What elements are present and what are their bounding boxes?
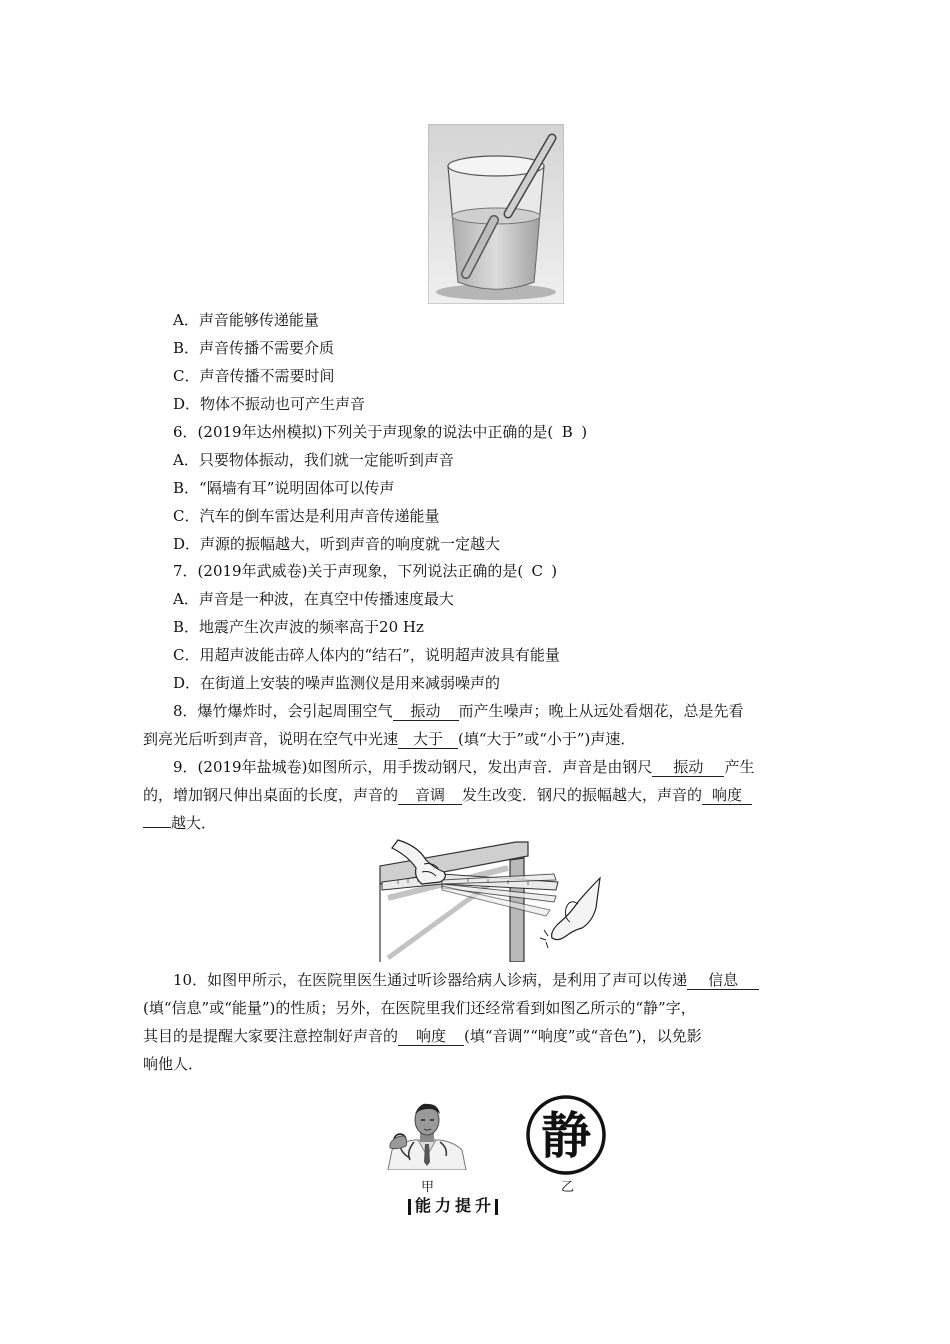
q6-option-a: A．只要物体振动，我们就一定能听到声音 xyxy=(173,451,454,469)
q9-text-2b: 发生改变．钢尺的振幅越大，声音的 xyxy=(462,786,703,804)
q9-blank-2: 音调 xyxy=(398,786,462,805)
q9-blank-3-tail xyxy=(143,827,171,828)
heading-bar-right xyxy=(495,1199,498,1215)
q8-text-1b: 而产生噪声；晚上从远处看烟花，总是先看 xyxy=(458,702,744,720)
q6-option-b: B．“隔墙有耳”说明固体可以传声 xyxy=(173,479,395,497)
caption-yi: 乙 xyxy=(561,1180,575,1195)
q8-text-2a: 到亮光后听到声音，说明在空气中光速 xyxy=(143,730,399,748)
q10-blank-2: 响度 xyxy=(398,1027,464,1046)
q6-close: ) xyxy=(581,423,588,441)
q5-option-a: A．声音能够传递能量 xyxy=(173,311,319,329)
q7-option-b: B．地震产生次声波的频率高于20 Hz xyxy=(173,618,424,636)
q7-option-a: A．声音是一种波，在真空中传播速度最大 xyxy=(173,590,454,608)
q9-blank-3: 响度 xyxy=(702,786,752,805)
q7-stem: 7．(2019年武威卷)关于声现象，下列说法正确的是( xyxy=(173,562,524,580)
q10-text-3b: (填“音调”“响度”或“音色”)，以免影 xyxy=(464,1027,702,1045)
q9-blank-1: 振动 xyxy=(652,758,724,777)
section-heading xyxy=(408,1196,498,1216)
q7-option-c: C．用超声波能击碎人体内的“结石”，说明超声波具有能量 xyxy=(173,646,560,664)
q8-line-1 xyxy=(173,701,744,721)
q9-line-2 xyxy=(143,785,752,805)
section-heading-text: 能力提升 xyxy=(415,1196,496,1215)
q6-option-d: D．声源的振幅越大，听到声音的响度就一定越大 xyxy=(173,535,501,553)
ruler-table-figure xyxy=(378,838,606,962)
q9-text-3b: 越大． xyxy=(171,814,217,832)
q5-option-c: C．声音传播不需要时间 xyxy=(173,367,335,385)
q10-line-3 xyxy=(143,1026,702,1046)
q10-line-4: 响他人． xyxy=(143,1055,204,1073)
caption-jia: 甲 xyxy=(421,1180,435,1195)
q6-stem: 6．(2019年达州模拟)下列关于声现象的说法中正确的是( xyxy=(173,423,554,441)
q9-text-1b: 产生 xyxy=(724,758,755,776)
q8-text-1a: 8．爆竹爆炸时，会引起周围空气 xyxy=(173,702,393,720)
q9-line-3 xyxy=(143,813,216,833)
q9-line-1 xyxy=(173,757,754,777)
quiet-sign-figure xyxy=(524,1093,608,1177)
q6-stem-line xyxy=(173,422,587,442)
q5-option-d: D．物体不振动也可产生声音 xyxy=(173,395,366,413)
glass-pencil-figure xyxy=(428,124,564,304)
q6-answer: B xyxy=(561,423,573,441)
q8-blank-1: 振动 xyxy=(393,702,459,721)
q9-text-2a: 的，增加钢尺伸出桌面的长度，声音的 xyxy=(143,786,399,804)
q7-answer: C xyxy=(531,562,544,580)
quiet-sign-character: 静 xyxy=(541,1106,591,1165)
doctor-figure xyxy=(380,1100,474,1170)
q5-option-b: B．声音传播不需要介质 xyxy=(173,339,335,357)
q6-option-c: C．汽车的倒车雷达是利用声音传递能量 xyxy=(173,507,440,525)
q8-line-2 xyxy=(143,729,635,749)
q10-text-3a: 其目的是提醒大家要注意控制好声音的 xyxy=(143,1027,399,1045)
q8-blank-2: 大于 xyxy=(398,730,458,749)
q10-text-1a: 10．如图甲所示，在医院里医生通过听诊器给病人诊病，是利用了声可以传递 xyxy=(173,971,688,989)
q8-text-2b: (填“大于”或“小于”)声速． xyxy=(458,730,636,748)
q7-stem-line xyxy=(173,561,557,581)
q9-text-1a: 9．(2019年盐城卷)如图所示，用手拨动钢尺，发出声音．声音是由钢尺 xyxy=(173,758,653,776)
heading-bar-left xyxy=(408,1199,411,1215)
q10-line-2: (填“信息”或“能量”)的性质；另外，在医院里我们还经常看到如图乙所示的“静”字， xyxy=(143,999,696,1017)
q7-option-d: D．在街道上安装的噪声监测仪是用来减弱噪声的 xyxy=(173,674,501,692)
q10-blank-1: 信息 xyxy=(687,971,759,990)
q7-close: ) xyxy=(551,562,558,580)
q10-line-1 xyxy=(173,970,759,990)
